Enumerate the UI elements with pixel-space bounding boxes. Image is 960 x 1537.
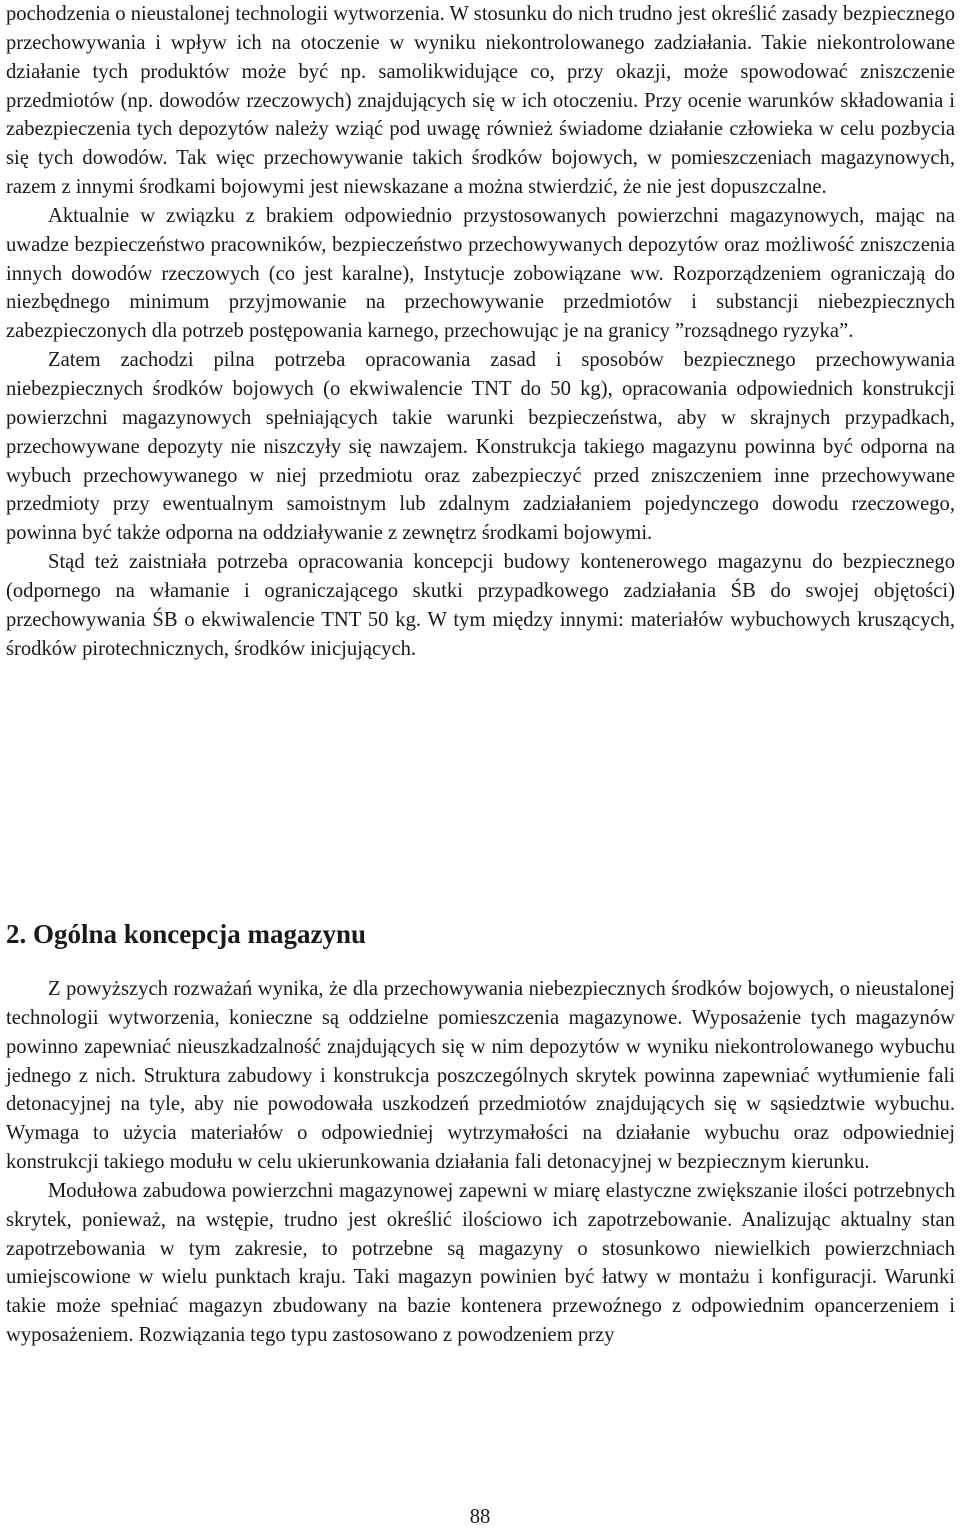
section-one-text <box>6 0 955 663</box>
section-heading: 2. Ogólna koncepcja magazynu <box>6 919 367 949</box>
paragraph-urgent-need: Zatem zachodzi pilna potrzeba opracowania zasad i sposobów bezpiecznego przechowywania niebezpiecznych środków bojowych (o ekwiwalencie TNT do 50 kg), opracowania odpowiednich konstrukcji powierzchni magazynowych spełniających takie warunki bezpieczeństwa, aby w skrajnych przypadkach, przechowywane depozyty nie niszczyły się nawzajem. Konstrukcja takiego magazynu powinna być odporna na wybuch przechowywanego w niej przedmiotu oraz zabezpieczyć przed zniszczeniem inne przechowywane przedmioty przy ewentualnym samoistnym lub zdalnym zadziałaniem pojedynczego dowodu rzeczowego, powinna być także odporna na oddziaływanie z zewnętrz środkami bojowymi. <box>6 349 955 545</box>
paragraph-modular-build: Modułowa zabudowa powierzchni magazynowej zapewni w miarę elastyczne zwiększanie ilości potrzebnych skrytek, ponieważ, na wstępie, trudno jest określić ilościowo ich zapotrzebowanie. Analizując aktualny stan zapotrzebowania w tym zakresie, to potrzebne są magazyny o stosunkowo niewielkich powierzchniach umiejscowione w wielu punktach kraju. Taki magazyn powinien być łatwy w montażu i konfiguracji. Warunki takie może spełniać magazyn zbudowany na bazie kontenera przewoźnego z odpowiednim opancerzeniem i wyposażeniem. Rozwiązania tego typu zastosowano z powodzeniem przy <box>6 1179 955 1347</box>
paragraph-general-concept: Z powyższych rozważań wynika, że dla przechowywania niebezpiecznych środków bojowych, o nieustalonej technologii wytworzenia, konieczne są oddzielne pomieszczenia magazynowe. Wyposażenie tych magazynów powinno zapewniać nieuszkadzalność znajdujących się w nim depozytów w wyniku niekontrolowanego wybuchu jednego z nich. Struktura zabudowy i konstrukcja poszczególnych skrytek powinna zapewniać wytłumienie fali detonacyjnej na tyle, aby nie powodowała uszkodzeń przedmiotów znajdujących się w sąsiedztwie wybuchu. Wymaga to użycia materiałów o odpowiedniej wytrzymałości na działanie wybuchu oraz odpowiedniej konstrukcji takiego modułu w celu ukierunkowania działania fali detonacyjnej w bezpiecznym kierunku. <box>6 978 955 1174</box>
paragraph-continued: pochodzenia o nieustalonej technologii wytworzenia. W stosunku do nich trudno jest określić zasady bezpiecznego przechowywania i wpływ ich na otoczenie w wyniku niekontrolowanego zadziałania. Takie niekontrolowane działanie tych produktów może być np. samolikwidujące co, przy okazji, może spowodować zniszczenie przedmiotów (np. dowodów rzeczowych) znajdujących się w ich otoczeniu. Przy ocenie warunków składowania i zabezpieczenia tych depozytów należy wziąć pod uwagę również świadome działanie człowieka w celu pozbycia się tych dowodów. Tak więc przechowywanie takich środków bojowych, w pomieszczeniach magazynowych, razem z innymi środkami bojowymi jest niewskazane a można stwierdzić, że nie jest dopuszczalne. <box>6 3 955 199</box>
section-two-text <box>6 975 955 1350</box>
page-number: 88 <box>469 1506 491 1528</box>
paragraph-storage-space: Aktualnie w związku z brakiem odpowiednio przystosowanych powierzchni magazynowych, mając na uwadze bezpieczeństwo pracowników, bezpieczeństwo przechowywanych depozytów oraz możliwość zniszczenia innych dowodów rzeczowych (co jest karalne), Instytucje zobowiązane ww. Rozporządzeniem ograniczają do niezbędnego minimum przyjmowanie na przechowywanie przedmiotów i substancji niebezpiecznych zabezpieczonych dla potrzeb postępowania karnego, przechowując je na granicy ”rozsądnego ryzyka”. <box>6 204 955 343</box>
paragraph-container-concept: Stąd też zaistniała potrzeba opracowania koncepcji budowy kontenerowego magazynu do bezpiecznego (odpornego na włamanie i ograniczającego skutki przypadkowego zadziałania ŚB do swojej objętości) przechowywania ŚB o ekwiwalencie TNT 50 kg. W tym między innymi: materiałów wybuchowych kruszących, środków pirotechnicznych, środków inicjujących. <box>6 551 955 660</box>
